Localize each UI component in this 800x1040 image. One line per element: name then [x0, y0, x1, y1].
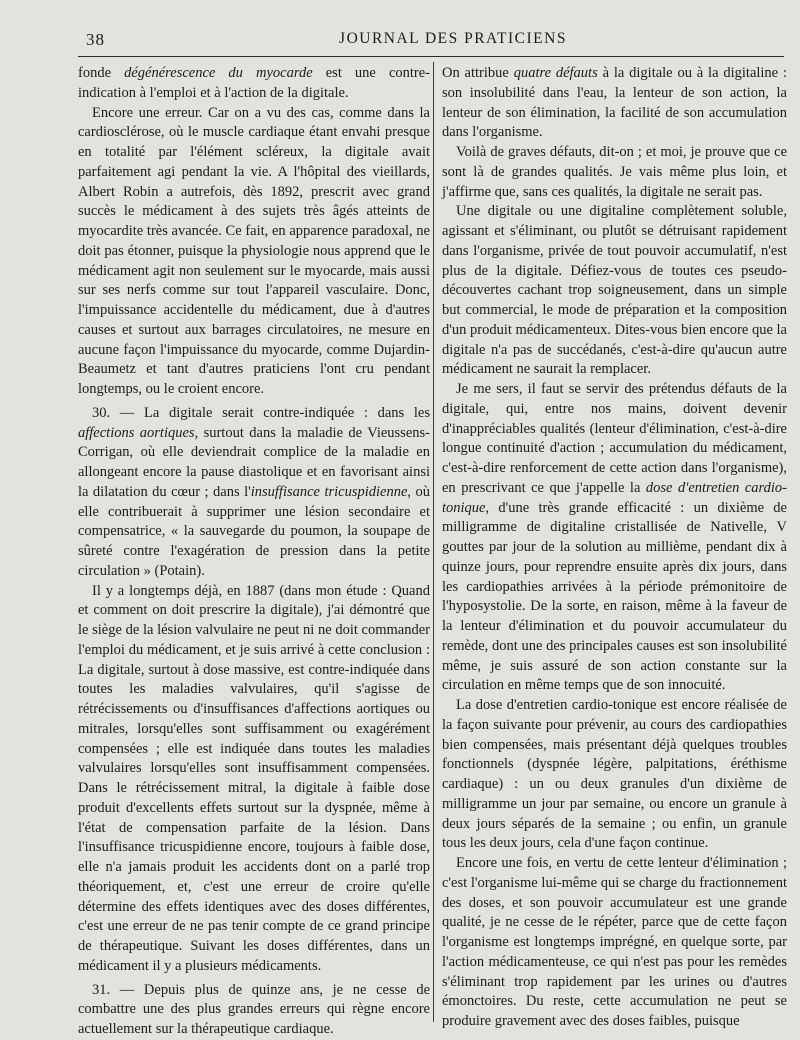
text-run: Je me sers, il faut se servir des prétendus défauts de la digitale, qui, entre nos mains, doivent devenir d'inappréciables qualités (lenteur d'élimination, c'est-à-dire longue continuité d'action ; accumulation du médicament, c'est-à-dire renforcement de cette action dans l'organisme), en prescrivant ce que j'appelle la [442, 381, 787, 496]
paragraph-30 [78, 404, 430, 582]
italic-term: affections aortiques [78, 424, 195, 441]
column-divider [433, 62, 434, 1022]
text-run: à la digitale ou à la digitaline : son insolubilité dans l'eau, la lenteur de son action, la lenteur de son élimination, la facilité de son accumulation dans l'organisme. [442, 65, 787, 141]
text-run: , surtout dans la maladie de Vieussens-Corrigan, où elle deviendrait complice de la maladie en allongeant encore la pause diastolique et en favorisant ainsi la dilatation du cœur ; dans l' [78, 424, 430, 500]
left-column [78, 64, 430, 1040]
italic-term: quatre défauts [513, 65, 598, 81]
right-column [442, 64, 787, 1032]
paragraph-31: 31. — Depuis plus de quinze ans, je ne cesse de combattre une des plus grandes erreurs qui règne encore actuellement sur la thérapeutique cardiaque. [78, 981, 430, 1037]
italic-term: dégénérescence du myocarde [124, 65, 313, 81]
paragraph [78, 64, 430, 104]
paragraph: Une digitale ou une digitaline complètement soluble, agissant et s'éliminant, ou plutôt se détruisant rapidement dans l'organisme, privée de tout pouvoir accumulatif, n'est plus de la digitale. Défiez-vous de toutes ces pseudo-découvertes cachant trop soigneusement, dans un simple but commercial, le mode de préparation et la composition d'un produit médicamenteux. Dites-vous bien encore que la digitale n'a pas de succédanés, c'est-à-dire qu'aucun autre médicament ne saurait la remplacer. [442, 203, 787, 378]
paragraph: Encore une fois, en vertu de cette lenteur d'élimination ; c'est l'organisme lui-même qui se charge du fractionnement des doses, et son pouvoir accumulateur est une grande qualité, je ne cesse de le répéter, parce que de cette façon l'organisme est longtemps imprégné, en quelque sorte, par l'action médicamenteuse, ce qui n'est pas pour les remèdes s'éliminant trop rapidement par les urines ou d'autres émonctoires. Du reste, cette accumulation ne peut se produire gravement avec des doses faibles, puisque [442, 855, 787, 1029]
italic-term: dose d'entretien cardio-tonique [442, 479, 787, 516]
text-run: est une contre-indication à l'emploi et à l'action de la digitale. [78, 65, 431, 101]
page-number: 38 [86, 30, 105, 49]
paragraph: Il y a longtemps déjà, en 1887 (dans mon étude : Quand et comment on doit prescrire la digitale), j'ai démontré que le siège de la lésion valvulaire ne peut ni ne doit commander l'emploi du médicament, et je suis arrivé à cette conclusion : La digitale, surtout à dose massive, est contre-indiquée dans toutes les maladies valvulaires, qu'il s'agisse de rétrécissements ou d'insuffisances d'affections aortiques ou mitrales, lorsqu'elles sont suffisamment ou exagérément compensées ; elle est indiquée dans toutes les maladies valvulaires lorsqu'elles sont insuffisamment compensées. Dans le rétrécissement mitral, la digitale à faible dose produit d'excellents effets surtout sur la dyspnée, même à l'état de compensation parfaite de la lésion. Dans l'insuffisance tricuspidienne encore, toujours à faible dose, elle n'a jamais produit les accidents dont on a parlé trop théoriquement, et, c'est une erreur de croire qu'elle détermine des effets identiques avec des doses différentes, c'est une erreur de ne pas tenir compte de ce grand principe de thérapeutique. Suivant les doses différentes, dans un médicament il y a plusieurs médicaments. [78, 582, 430, 974]
paragraph: La dose d'entretien cardio-tonique est encore réalisée de la façon suivante pour prévenir, au cours des cardiopathies bien compensées, mais présentant déjà quelques troubles fonctionnels (dyspnée légère, palpitations, éréthisme cardiaque) : un ou deux granules d'un dixième de milligramme un jour par semaine, ou encore un granule à deux jours séparés de la semaine ; ou enfin, un granule tous les deux jours, cela d'une façon continue. [442, 697, 787, 852]
text-run: , d'une très grande efficacité : un dixième de milligramme de digitaline cristallisée de Nativelle, V gouttes par jour de la solution au millième, pendant dix à quinze jours, pour reprendre ensuite après dix jours, dans les cardiopathies arrivées à la période prémonitoire de l'hyposystolie. De la sorte, en raison, même à la faveur de la lenteur d'élimination et du pouvoir accumulateur du remède, dont une des principales causes est son insolubilité même, je suis assuré de son action constante sur la circulation en même temps que de son innocuité. [442, 499, 787, 694]
paragraph [442, 64, 787, 143]
text-run: fonde [78, 65, 125, 81]
page-header [78, 28, 788, 52]
paragraph: Voilà de graves défauts, dit-on ; et moi, je prouve que ce sont là de grandes qualités. Je vais même plus loin, et j'affirme que, sans ces qualités, la digitale ne serait pas. [442, 144, 787, 200]
paragraph: Encore une erreur. Car on a vu des cas, comme dans la cardiosclérose, où le muscle cardiaque étant envahi presque en totalité par l'élément scléreux, la digitale avait parfaitement agi pendant la vie. A l'hôpital des vieillards, Albert Robin a autrefois, dès 1892, prescrit avec grand succès le médicament à des sujets très âgés atteints de myocardite très avancée. Ce fait, en apparence paradoxal, ne doit pas étonner, puisque la physiologie nous apprend que le médicament agit non seulement sur le myocarde, mais aussi sur ses nerfs comme sur tout l'appareil vasculaire. Donc, l'impuissance accidentelle du médicament, due à d'autres causes et surtout aux barrages circulatoires, ne mesure en aucune façon l'impuissance du myocarde, comme Dujardin-Beaumetz et tant d'autres praticiens l'ont cru pendant longtemps, ou le croient encore. [78, 104, 430, 397]
paragraph [442, 380, 787, 696]
text-run: , où elle contribuerait à supprimer une lésion secondaire et compensatrice, « la sauvegarde du poumon, la soupape de sûreté contre l'exagération de pression dans la petite circulation » (Potain). [78, 483, 431, 579]
running-title: JOURNAL DES PRATICIENS [339, 30, 567, 47]
text-run: 30. — La digitale serait contre-indiquée : dans les [92, 404, 430, 421]
text-run: On attribue [442, 65, 514, 81]
header-rule [78, 56, 784, 57]
italic-term: insuffisance tricuspidienne [250, 483, 408, 500]
